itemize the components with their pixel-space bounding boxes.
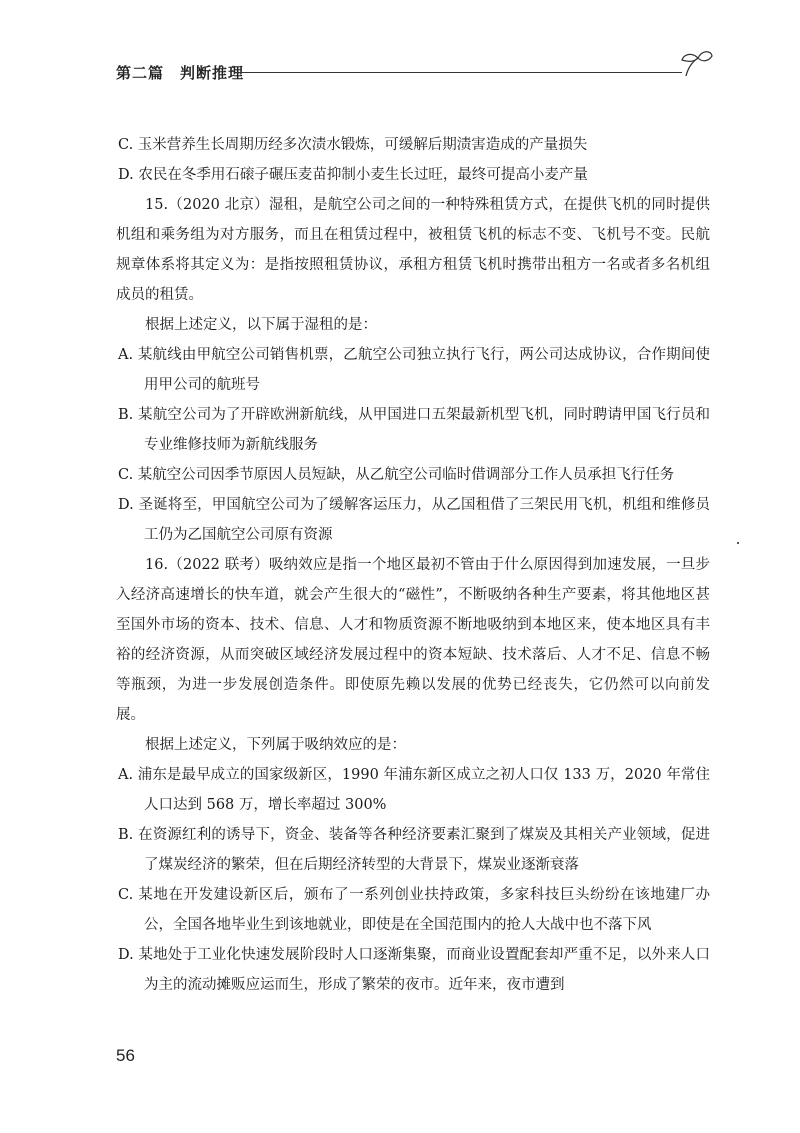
question-15-option-c: C. 某航空公司因季节原因人员短缺，从乙航空公司临时借调部分工作人员承担飞行任务 (118, 467, 675, 483)
header-rule (234, 72, 682, 73)
option-c-prev: C. 玉米营养生长周期历经多次渍水锻炼，可缓解后期渍害造成的产量损失 (118, 137, 588, 153)
question-16-option-d: D. 某地处于工业化快速发展阶段时人口逐渐集聚，而商业设置配套却严重不足，以外来人口为主的流动摊贩应运而生，形成了繁荣的夜市。近年来，夜市遭到 (118, 947, 710, 993)
option-d-prev: D. 农民在冬季用石磙子碾压麦苗抑制小麦生长过旺，最终可提高小麦产量 (118, 167, 588, 183)
page-body (116, 130, 710, 1000)
question-16-prompt: 根据上述定义，下列属于吸纳效应的是： (145, 737, 406, 753)
question-15-prompt: 根据上述定义，以下属于湿租的是： (145, 317, 377, 333)
scan-speck (737, 542, 739, 544)
question-16-option-c: C. 某地在开发建设新区后，颁布了一系列创业扶持政策，多家科技巨头纷纷在该地建厂办公，全国各地毕业生到该地就业，即使是在全国范围内的抢人大战中也不落下风 (118, 887, 710, 933)
question-16: 16.（2022 联考）吸纳效应是指一个地区最初不管由于什么原因得到加速发展，一旦步入经济高速增长的快车道，就会产生很大的“磁性”，不断吸纳各种生产要素，将其他地区甚至国外市场的资本、技术、信息、人才和物质资源不断地吸纳到本地区来，使本地区具有丰裕的经济资源，从而突破区域经济发展过程中的资本短缺、技术落后、人才不足、信息不畅等瓶颈，为进一步发展创造条件。即使原先赖以发展的优势已经丧失，它仍然可以向前发展。 (116, 557, 710, 723)
question-16-option-a: A. 浦东是最早成立的国家级新区，1990 年浦东新区成立之初人口仅 133 万，2020 年常住人口达到 568 万，增长率超过 300% (118, 767, 710, 813)
question-15: 15.（2020 北京）湿租，是航空公司之间的一种特殊租赁方式，在提供飞机的同时提供机组和乘务组为对方服务，而且在租赁过程中，被租赁飞机的标志不变、飞机号不变。民航规章体系将其定义为：是指按照租赁协议，承租方租赁飞机时携带出租方一名或者多名机组成员的租赁。 (116, 197, 710, 303)
question-16-option-b: B. 在资源红利的诱导下，资金、装备等各种经济要素汇聚到了煤炭及其相关产业领域，促进了煤炭经济的繁荣，但在后期经济转型的大背景下，煤炭业逐渐衰落 (118, 827, 710, 873)
question-15-option-b: B. 某航空公司为了开辟欧洲新航线，从甲国进口五架最新机型飞机，同时聘请甲国飞行员和专业维修技师为新航线服务 (118, 407, 710, 453)
question-15-option-a: A. 某航线由甲航空公司销售机票，乙航空公司独立执行飞行，两公司达成协议，合作期间使用甲公司的航班号 (118, 347, 710, 393)
section-title: 第二篇 判断推理 (116, 64, 245, 82)
sprout-icon (678, 50, 714, 78)
question-15-option-d: D. 圣诞将至，甲国航空公司为了缓解客运压力，从乙国租借了三架民用飞机，机组和维修员工仍为乙国航空公司原有资源 (118, 497, 710, 543)
running-header (116, 62, 716, 90)
page-number: 56 (116, 1046, 135, 1065)
